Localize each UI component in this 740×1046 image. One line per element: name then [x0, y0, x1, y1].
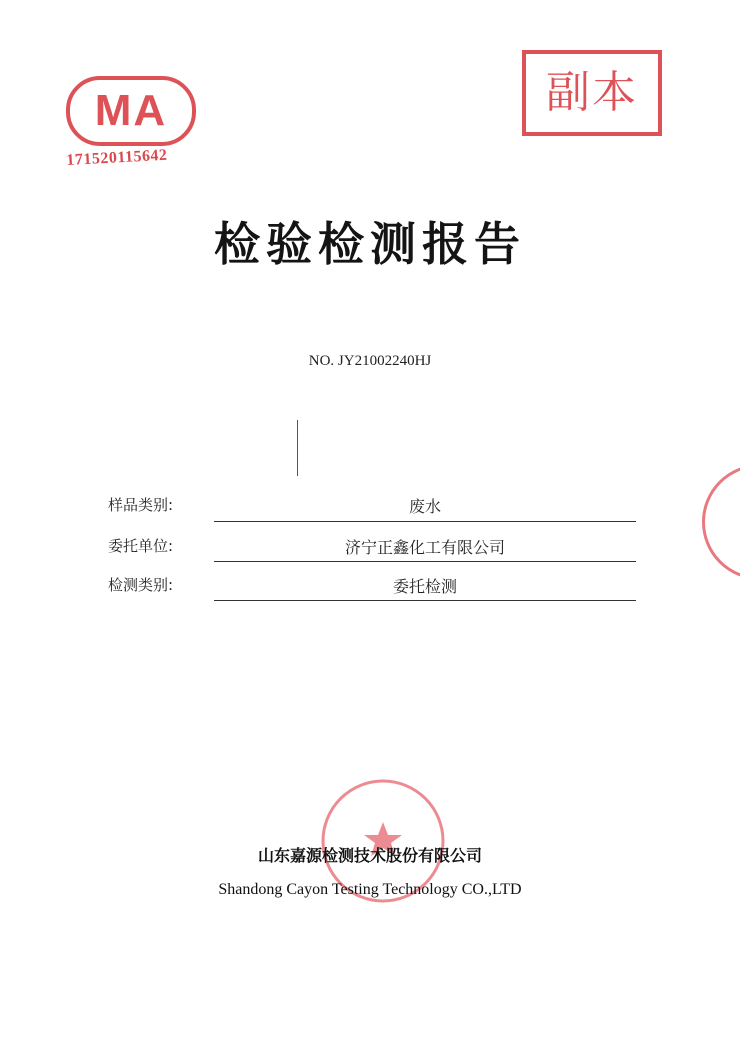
field-label-sample-type: 样品类别:: [108, 496, 174, 514]
ma-stamp: [66, 76, 196, 146]
partial-seal-icon: [702, 464, 740, 580]
company-name-en: Shandong Cayon Testing Technology CO.,LTD: [218, 881, 522, 898]
company-name-cn: 山东嘉源检测技术股份有限公司: [257, 846, 482, 865]
field-value-client: 济宁正鑫化工有限公司: [344, 538, 505, 557]
report-title: 检验检测报告: [214, 217, 526, 271]
field-underline: [214, 521, 636, 522]
ma-certificate-number: 171520115642: [66, 146, 168, 169]
divider-mark: [297, 420, 298, 476]
field-label-client: 委托单位:: [108, 537, 174, 555]
report-number: NO. JY21002240HJ: [308, 353, 432, 369]
field-value-sample-type: 废水: [408, 497, 441, 516]
field-label-test-type: 检测类别:: [108, 576, 174, 594]
copy-stamp: [522, 50, 662, 136]
field-underline: [214, 600, 636, 601]
field-underline: [214, 561, 636, 562]
field-value-test-type: 委托检测: [392, 577, 457, 596]
ma-stamp-text: MA: [94, 86, 168, 135]
copy-stamp-text: 副本: [546, 67, 638, 118]
